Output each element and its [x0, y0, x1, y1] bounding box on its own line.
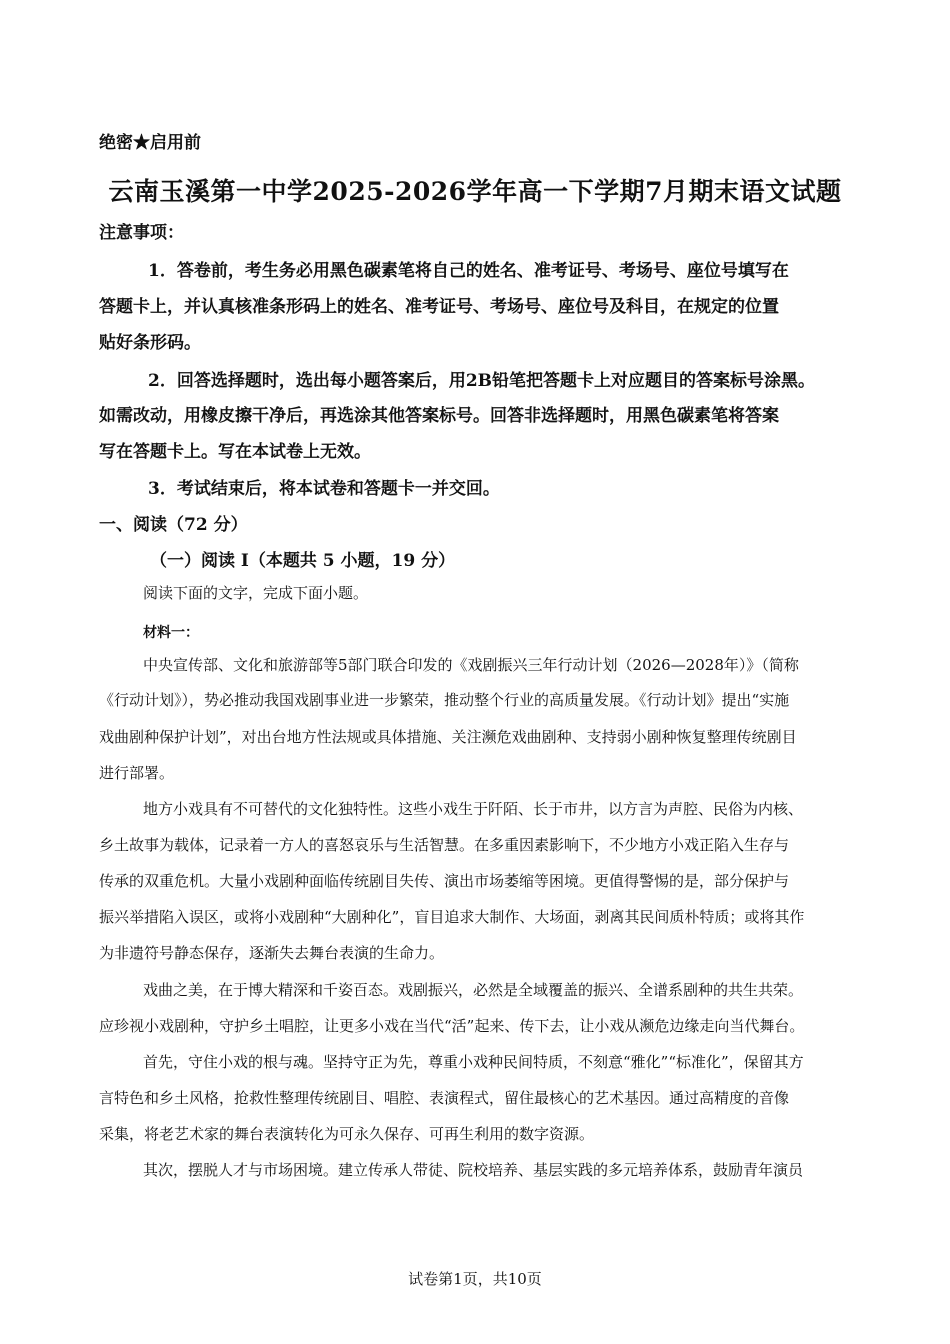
- notice-line: 贴好条形码。: [99, 333, 201, 353]
- passage-line: 应珍视小戏剧种，守护乡土唱腔，让更多小戏在当代“活”起来、传下去，让小戏从濒危边缘走向当代舞台。: [99, 1017, 805, 1035]
- passage-line: 戏曲剧种保护计划”，对出台地方性法规或具体措施、关注濒危戏曲剧种、支持弱小剧种恢复整理传统剧目: [99, 728, 797, 746]
- notice-line: 2．回答选择题时，选出每小题答案后，用2B铅笔把答题卡上对应题目的答案标号涂黑。: [148, 371, 816, 391]
- passage-line: 采集，将老艺术家的舞台表演转化为可永久保存、可再生利用的数字资源。: [99, 1125, 595, 1143]
- passage-line: 地方小戏具有不可替代的文化独特性。这些小戏生于阡陌、长于市井，以方言为声腔、民俗为内核、: [143, 800, 804, 818]
- notice-line: 3．考试结束后，将本试卷和答题卡一并交回。: [148, 479, 500, 499]
- passage-line: 乡土故事为载体，记录着一方人的喜怒哀乐与生活智慧。在多重因素影响下，不少地方小戏正陷入生存与: [99, 836, 790, 854]
- secret-mark: 绝密★启用前: [99, 133, 201, 153]
- passage-line: 《行动计划》），势必推动我国戏剧事业进一步繁荣，推动整个行业的高质量发展。《行动计划》提出“实施: [99, 691, 790, 709]
- passage-line: 振兴举措陷入误区，或将小戏剧种“大剧种化”，盲目追求大制作、大场面，剥离其民间质朴特质；或将其作: [99, 908, 805, 926]
- notice-line: 答题卡上，并认真核准条形码上的姓名、准考证号、考场号、座位号及科目，在规定的位置: [99, 297, 779, 317]
- passage-line: 言特色和乡土风格，抢救性整理传统剧目、唱腔、表演程式，留住最核心的艺术基因。通过高精度的音像: [99, 1089, 790, 1107]
- passage-line: 戏曲之美，在于博大精深和千姿百态。戏剧振兴，必然是全域覆盖的振兴、全谱系剧种的共生共荣。: [143, 981, 804, 999]
- passage-line: 传承的双重危机。大量小戏剧种面临传统剧目失传、演出市场萎缩等困境。更值得警惕的是，部分保护与: [99, 872, 790, 890]
- notice-line: 写在答题卡上。写在本试卷上无效。: [99, 442, 371, 462]
- passage-line: 其次，摆脱人才与市场困境。建立传承人带徒、院校培养、基层实践的多元培养体系，鼓励青年演员: [143, 1161, 804, 1179]
- page-footer: 试卷第1页，共10页: [408, 1270, 542, 1288]
- section-title: 一、阅读（72 分）: [99, 515, 248, 535]
- passage-line: 进行部署。: [99, 764, 175, 782]
- subsection-title: （一）阅读 I（本题共 5 小题，19 分）: [150, 551, 456, 571]
- passage-line: 中央宣传部、文化和旅游部等5部门联合印发的《戏剧振兴三年行动计划（2026—2028年）》（简称: [143, 656, 799, 674]
- instruction: 阅读下面的文字，完成下面小题。: [143, 584, 369, 602]
- notice-heading: 注意事项：: [99, 223, 184, 243]
- passage-line: 首先，守住小戏的根与魂。坚持守正为先，尊重小戏种民间特质，不刻意“雅化”“标准化”，保留其方: [143, 1053, 804, 1071]
- exam-title: 云南玉溪第一中学2025-2026学年高一下学期7月期末语文试题: [108, 177, 842, 206]
- notice-line: 如需改动，用橡皮擦干净后，再选涂其他答案标号。回答非选择题时，用黑色碳素笔将答案: [99, 406, 779, 426]
- notice-line: 1．答卷前，考生务必用黑色碳素笔将自己的姓名、准考证号、考场号、座位号填写在: [148, 261, 789, 281]
- material-label: 材料一：: [143, 625, 199, 641]
- passage-line: 为非遗符号静态保存，逐渐失去舞台表演的生命力。: [99, 944, 445, 962]
